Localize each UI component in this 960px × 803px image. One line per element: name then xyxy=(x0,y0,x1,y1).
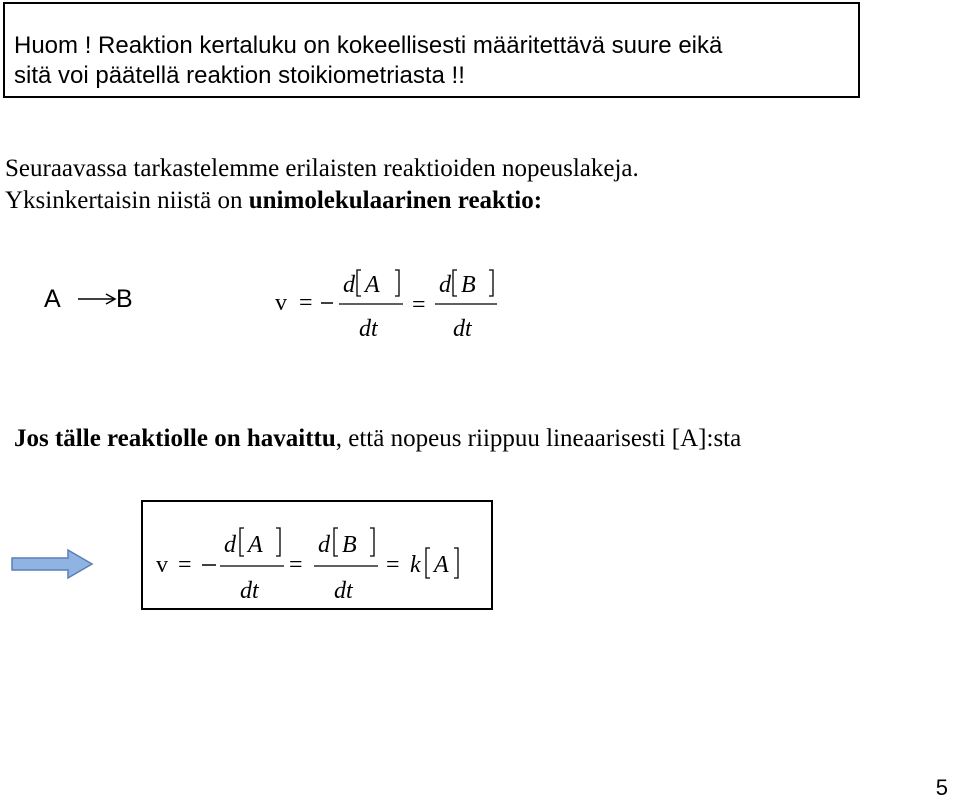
rate-equation-2 xyxy=(148,520,488,606)
eq2-A: A xyxy=(248,532,263,558)
right-arrow-icon xyxy=(10,548,96,580)
product-label: B xyxy=(116,285,133,313)
eq1-d-top-2: d xyxy=(439,272,451,298)
eq2-v: v xyxy=(156,552,168,578)
eq2-equals-3: = xyxy=(386,552,400,578)
eq2-d-top-2: d xyxy=(318,532,330,558)
observation-line xyxy=(14,425,741,453)
observation-bold: Jos tälle reaktiolle on havaittu xyxy=(14,425,336,452)
eq1-A: A xyxy=(365,272,380,298)
eq1-equals-2: = xyxy=(412,292,426,318)
intro-bold: unimolekulaarinen reaktio: xyxy=(248,187,543,214)
eq2-A-2: A xyxy=(434,552,449,578)
eq2-B: B xyxy=(342,532,357,558)
eq2-equals-2: = xyxy=(289,552,303,578)
eq1-equals: = xyxy=(299,290,313,316)
eq1-v: v xyxy=(275,290,287,316)
reactant-label: A xyxy=(44,285,61,313)
eq2-d-top: d xyxy=(224,532,236,558)
note-line-1: Huom ! Reaktion kertaluku on kokeellisesti määritettävä suure eikä xyxy=(14,32,723,59)
intro-line-2 xyxy=(5,187,542,215)
observation-plain: , että nopeus riippuu lineaarisesti [A]:sta xyxy=(335,425,742,452)
note-line-2: sitä voi päätellä reaktion stoikiometriasta !! xyxy=(14,62,465,89)
eq2-equals: = xyxy=(178,552,192,578)
reaction-arrow-icon xyxy=(78,293,118,305)
eq1-d-top: d xyxy=(343,272,355,298)
eq2-k: k xyxy=(410,552,421,578)
eq2-dt-2: dt xyxy=(334,578,353,604)
eq1-dt-2: dt xyxy=(453,316,472,342)
intro-plain: Yksinkertaisin niistä on xyxy=(5,187,249,214)
eq2-dt-1: dt xyxy=(240,578,259,604)
rate-equation-1 xyxy=(275,262,515,342)
reaction-a-to-b xyxy=(44,285,133,314)
eq1-B: B xyxy=(461,272,476,298)
page-number: 5 xyxy=(935,775,948,800)
intro-line-1: Seuraavassa tarkastelemme erilaisten reaktioiden nopeuslakeja. xyxy=(5,155,639,182)
eq1-dt-1: dt xyxy=(359,316,378,342)
note-box xyxy=(3,2,860,98)
